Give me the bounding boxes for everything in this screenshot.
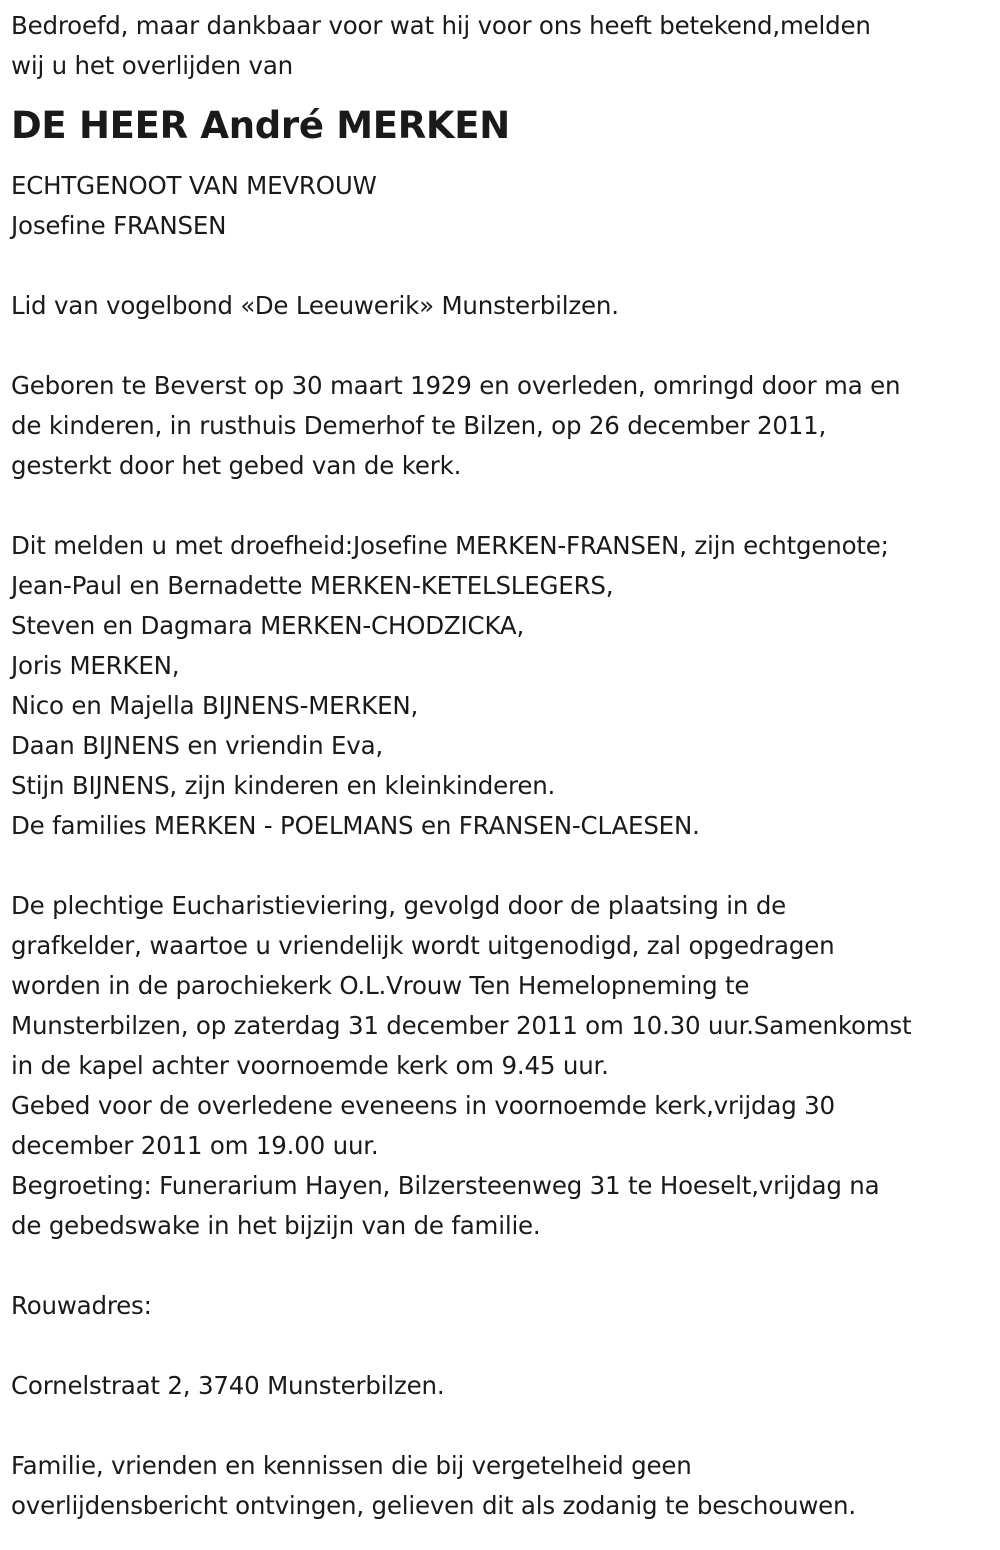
spouse-paragraph	[11, 166, 996, 246]
family-line: De families MERKEN - POELMANS en FRANSEN-CLAESEN.	[11, 811, 700, 840]
spacer	[11, 326, 996, 366]
family-paragraph	[11, 526, 996, 846]
spacer	[11, 486, 996, 526]
deceased-name: DE HEER André MERKEN	[11, 104, 510, 147]
spouse-line: Josefine FRANSEN	[11, 211, 227, 240]
ceremony-paragraph	[11, 886, 996, 1246]
spacer	[11, 1406, 996, 1446]
ceremony-line: Gebed voor de overledene eveneens in voornoemde kerk,vrijdag 30	[11, 1091, 835, 1120]
ceremony-line: de gebedswake in het bijzijn van de familie.	[11, 1211, 541, 1240]
obituary-notice	[11, 6, 996, 1526]
mourning-address: Cornelstraat 2, 3740 Munsterbilzen.	[11, 1371, 445, 1400]
ceremony-line: december 2011 om 19.00 uur.	[11, 1131, 379, 1160]
closing-paragraph	[11, 1446, 996, 1526]
family-line: Jean-Paul en Bernadette MERKEN-KETELSLEGERS,	[11, 571, 614, 600]
membership-line: Lid van vogelbond «De Leeuwerik» Munsterbilzen.	[11, 291, 619, 320]
closing-line: overlijdensbericht ontvingen, gelieven dit als zodanig te beschouwen.	[11, 1491, 856, 1520]
ceremony-line: grafkelder, waartoe u vriendelijk wordt uitgenodigd, zal opgedragen	[11, 931, 835, 960]
birth-death-line: Geboren te Beverst op 30 maart 1929 en overleden, omringd door ma en	[11, 371, 901, 400]
intro-line: wij u het overlijden van	[11, 51, 293, 80]
spacer	[11, 246, 996, 286]
birth-death-line: gesterkt door het gebed van de kerk.	[11, 451, 462, 480]
family-line: Steven en Dagmara MERKEN-CHODZICKA,	[11, 611, 525, 640]
family-line: Dit melden u met droefheid:Josefine MERKEN-FRANSEN, zijn echtgenote;	[11, 531, 889, 560]
family-line: Nico en Majella BIJNENS-MERKEN,	[11, 691, 419, 720]
intro-paragraph	[11, 6, 996, 86]
spouse-line: ECHTGENOOT VAN MEVROUW	[11, 171, 377, 200]
spacer	[11, 1246, 996, 1286]
birth-death-paragraph	[11, 366, 996, 486]
ceremony-line: Munsterbilzen, op zaterdag 31 december 2011 om 10.30 uur.Samenkomst	[11, 1011, 912, 1040]
family-line: Daan BIJNENS en vriendin Eva,	[11, 731, 383, 760]
family-line: Joris MERKEN,	[11, 651, 180, 680]
spacer	[11, 846, 996, 886]
ceremony-line: in de kapel achter voornoemde kerk om 9.45 uur.	[11, 1051, 609, 1080]
spacer	[11, 1326, 996, 1366]
birth-death-line: de kinderen, in rusthuis Demerhof te Bilzen, op 26 december 2011,	[11, 411, 827, 440]
address-label: Rouwadres:	[11, 1291, 152, 1320]
intro-line: Bedroefd, maar dankbaar voor wat hij voor ons heeft betekend,melden	[11, 11, 871, 40]
closing-line: Familie, vrienden en kennissen die bij vergetelheid geen	[11, 1451, 692, 1480]
ceremony-line: De plechtige Eucharistieviering, gevolgd door de plaatsing in de	[11, 891, 787, 920]
ceremony-line: Begroeting: Funerarium Hayen, Bilzersteenweg 31 te Hoeselt,vrijdag na	[11, 1171, 880, 1200]
ceremony-line: worden in de parochiekerk O.L.Vrouw Ten Hemelopneming te	[11, 971, 750, 1000]
family-line: Stijn BIJNENS, zijn kinderen en kleinkinderen.	[11, 771, 556, 800]
